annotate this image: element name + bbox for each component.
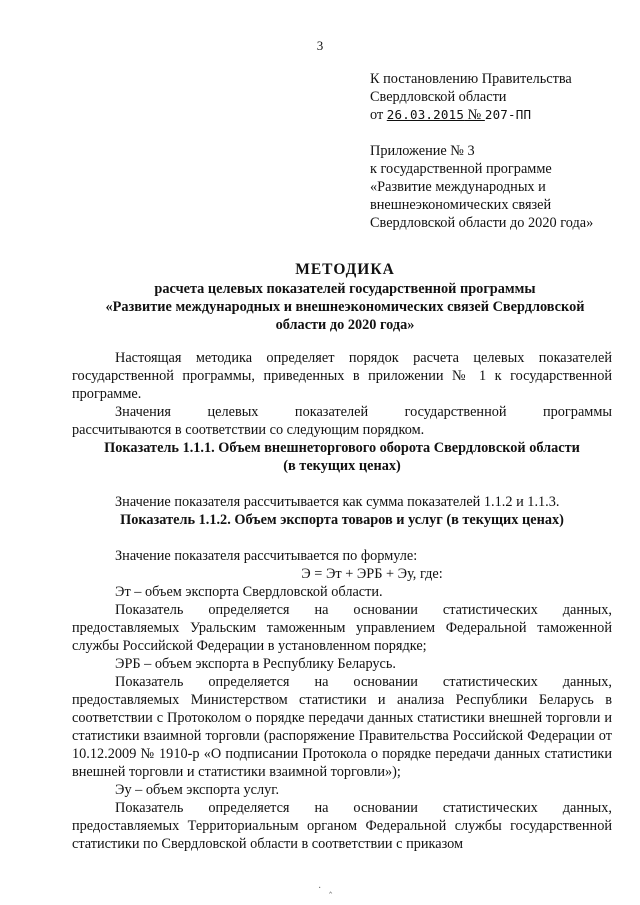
number-prefix: № bbox=[464, 107, 485, 123]
header-line-resolution: К постановлению Правительства bbox=[370, 71, 572, 87]
appendix-line: Свердловской области до 2020 года» bbox=[370, 215, 594, 231]
eu-definition: Эу – объем экспорта услуг. bbox=[115, 782, 280, 798]
resolution-header bbox=[370, 70, 620, 232]
erb-definition: ЭРБ – объем экспорта в Республику Беларусь. bbox=[115, 656, 396, 672]
formula: Э = Эт + ЭРБ + Эу, где: bbox=[301, 566, 443, 582]
values-paragraph-line1: Значения целевых показателей государственной программы bbox=[115, 404, 612, 420]
title-subline: расчета целевых показателей государственной программы bbox=[154, 281, 536, 297]
header-line-region: Свердловской области bbox=[370, 89, 507, 105]
document-body bbox=[72, 349, 612, 853]
erb-source-paragraph: Показатель определяется на основании статистических данных, предоставляемых Министерством статистики и анализа Республики Беларусь в соответствии с Протоколом о порядке передачи данных статистики внешней торговли и статистики взаимной торговли (распоряжение Правительства Российской Федерации от 10.12.2009 № 1910-р «О подписании Протокола о порядке передачи данных статистики внешней торговли и статистики взаимной торговли»); bbox=[72, 674, 612, 780]
resolution-date: 26.03.2015 bbox=[386, 107, 465, 122]
appendix-line: «Развитие международных и bbox=[370, 179, 546, 195]
appendix-line: Приложение № 3 bbox=[370, 143, 475, 159]
date-prefix: от bbox=[370, 107, 387, 123]
title-subline: «Развитие международных и внешнеэкономических связей Свердловской bbox=[105, 299, 585, 315]
et-definition: Эт – объем экспорта Свердловской области. bbox=[115, 584, 383, 600]
appendix-line: внешнеэкономических связей bbox=[370, 197, 552, 213]
et-source-paragraph: Показатель определяется на основании статистических данных, предоставляемых Уральским таможенным управлением Федеральной таможенной службы Российской Федерации в установленном порядке; bbox=[72, 602, 612, 654]
formula-intro: Значение показателя рассчитывается по формуле: bbox=[115, 548, 418, 564]
indicator-112-heading: Показатель 1.1.2. Объем экспорта товаров и услуг (в текущих ценах) bbox=[120, 512, 564, 528]
scan-marks: · ‸ bbox=[318, 883, 333, 894]
indicator-111-heading-cont: (в текущих ценах) bbox=[283, 458, 401, 474]
indicator-111-heading: Показатель 1.1.1. Объем внешнеторгового оборота Свердловской области bbox=[104, 440, 580, 456]
page-number: 3 bbox=[316, 38, 324, 53]
title-main: МЕТОДИКА bbox=[295, 261, 395, 278]
sum-paragraph: Значение показателя рассчитывается как сумма показателей 1.1.2 и 1.1.3. bbox=[115, 494, 560, 510]
eu-source-paragraph: Показатель определяется на основании статистических данных, предоставляемых Территориальным органом Федеральной службы государственной статистики по Свердловской области в соответствии с приказом bbox=[72, 800, 612, 852]
title-subline: области до 2020 года» bbox=[275, 317, 415, 333]
values-paragraph-line2: рассчитываются в соответствии со следующим порядком. bbox=[72, 422, 425, 438]
intro-paragraph: Настоящая методика определяет порядок расчета целевых показателей государственной программы, приведенных в приложении № 1 к государственной программе. bbox=[72, 350, 612, 402]
appendix-line: к государственной программе bbox=[370, 161, 552, 177]
resolution-number: 207-ПП bbox=[484, 107, 532, 122]
header-line-date-number bbox=[370, 106, 620, 124]
document-title bbox=[70, 260, 620, 334]
